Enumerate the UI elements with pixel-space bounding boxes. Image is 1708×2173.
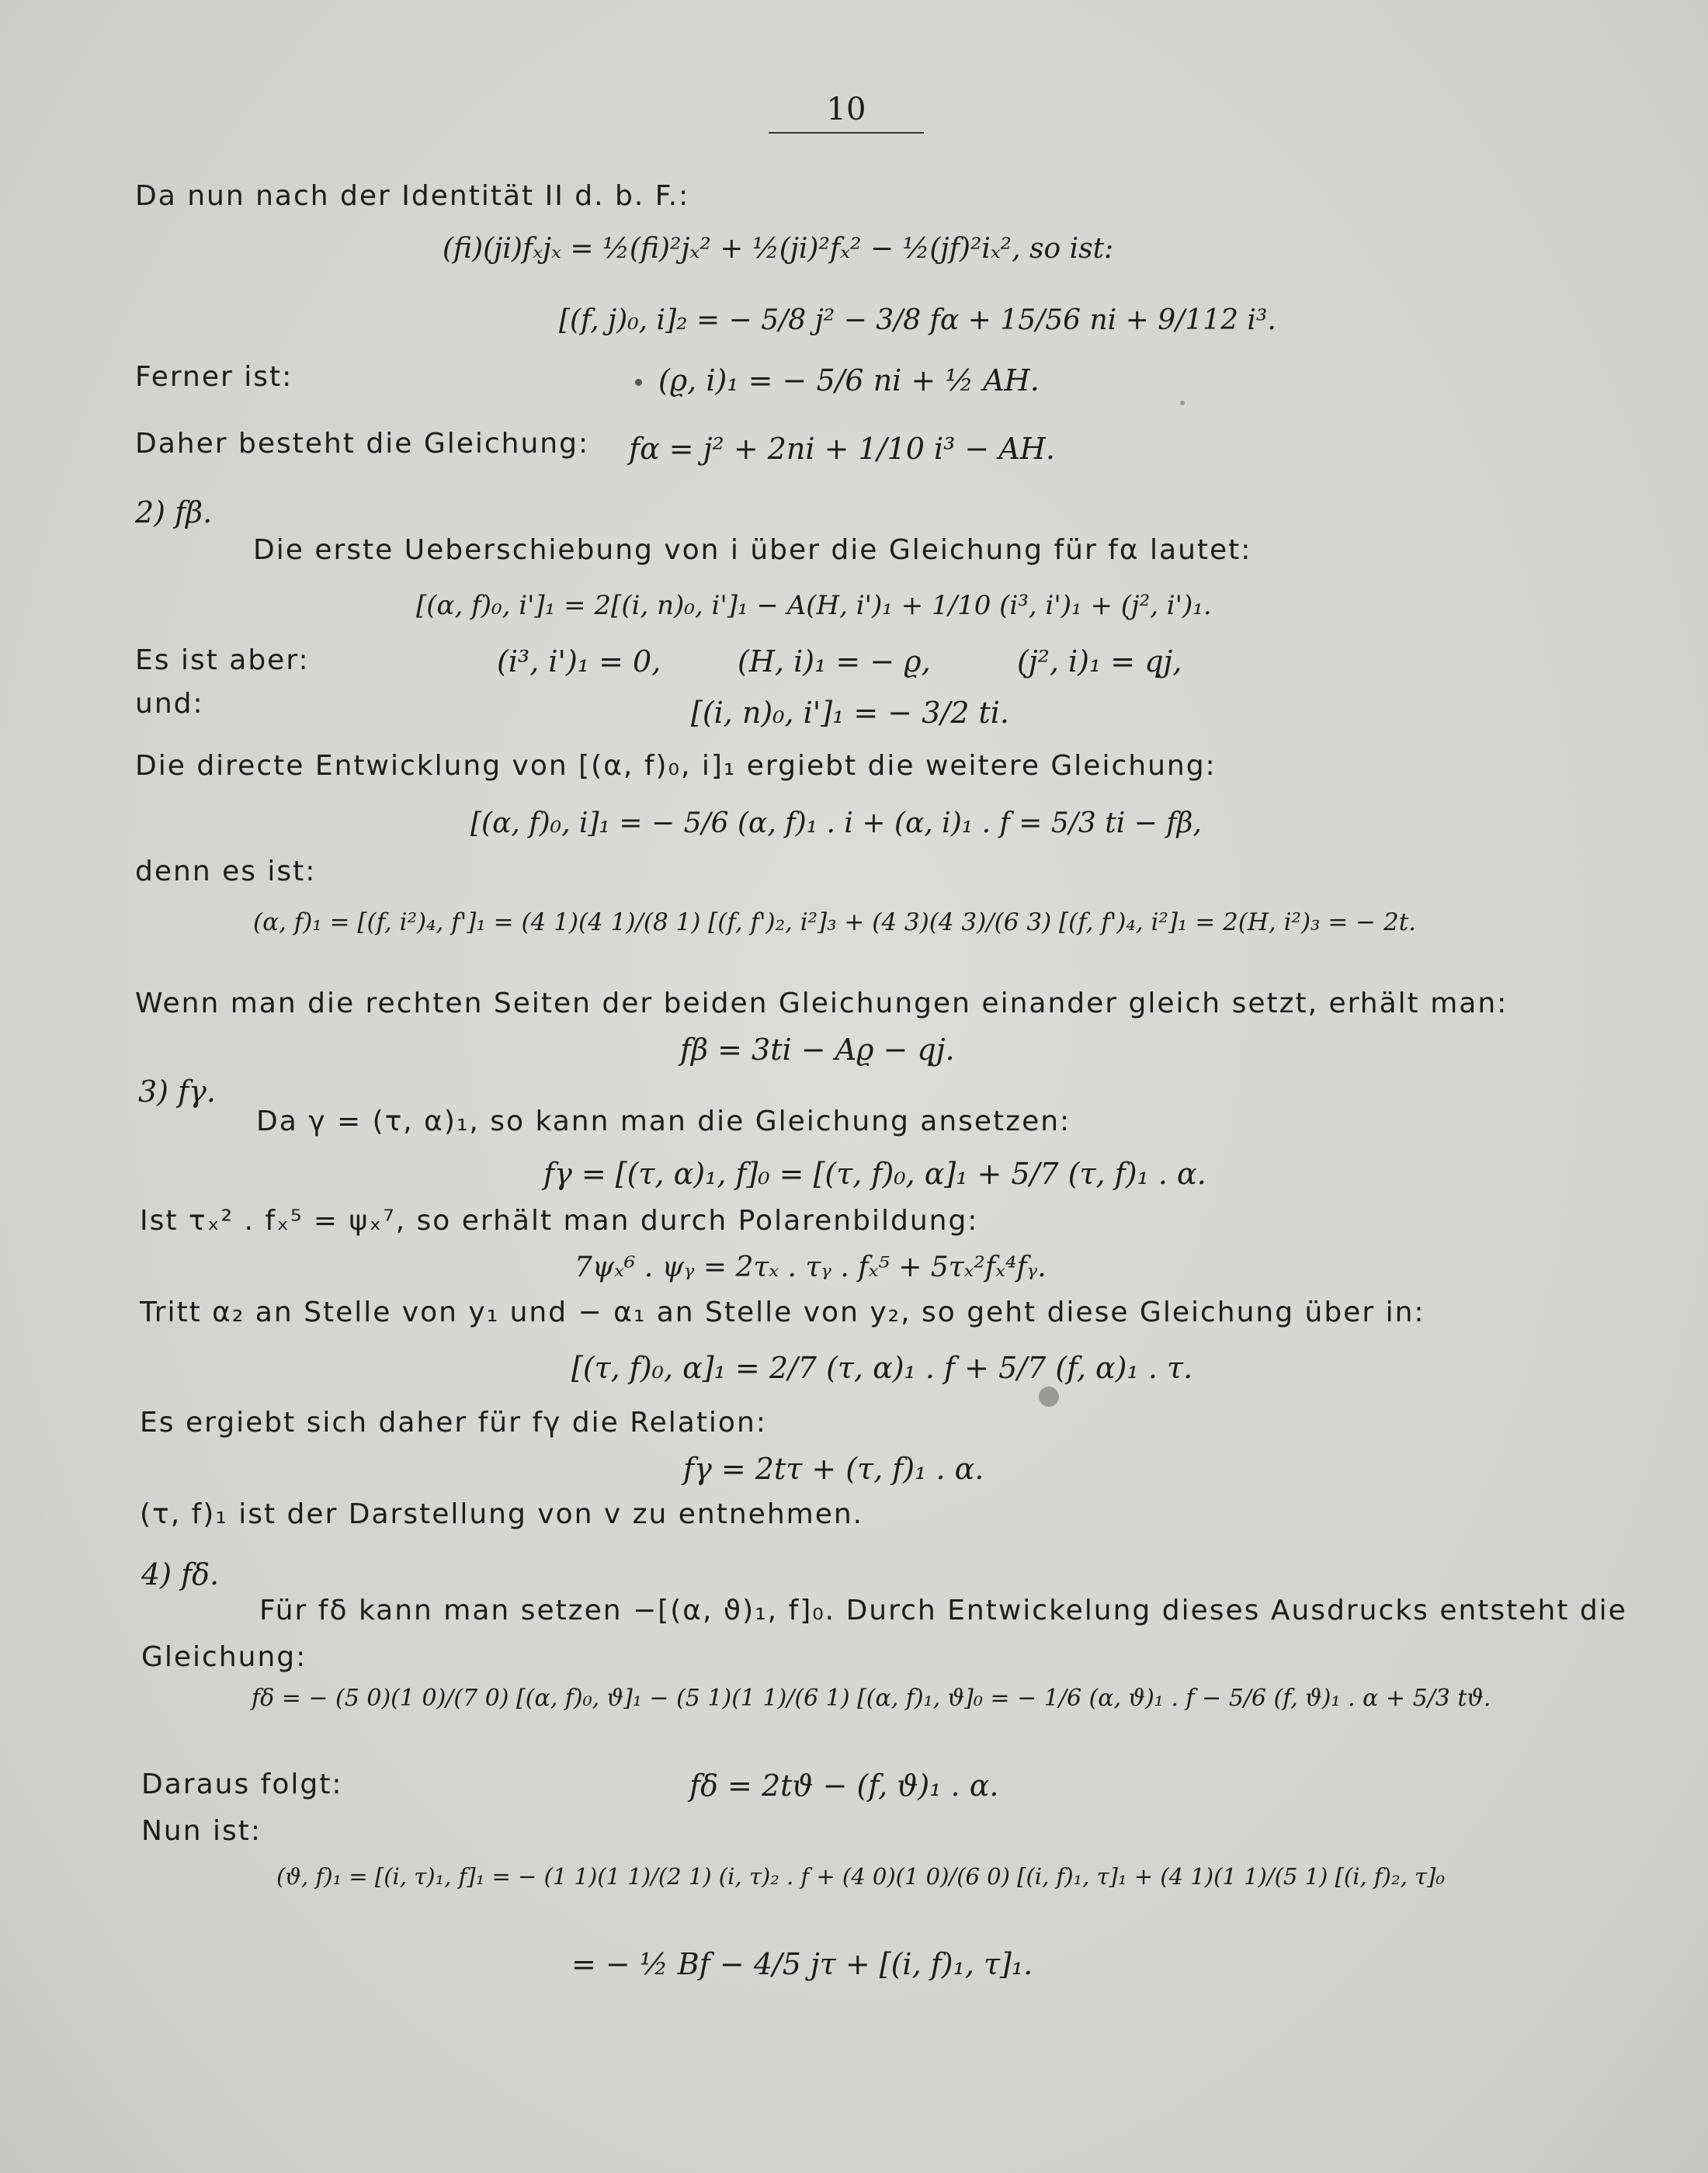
text-line: Wenn man die rechten Seiten der beiden Gleichungen einander gleich setzt, erhält man: bbox=[135, 988, 1508, 1019]
formula: fβ = 3ti − Aϱ − qj. bbox=[680, 1033, 955, 1067]
text-line: (τ, f)₁ ist der Darstellung von v zu entnehmen. bbox=[140, 1498, 864, 1530]
text-line: Ist τₓ² . fₓ⁵ = ψₓ⁷, so erhält man durch Polarenbildung: bbox=[140, 1205, 979, 1237]
text-line: Ferner ist: bbox=[135, 361, 293, 393]
formula: [(i, n)₀, i']₁ = − 3/2 ti. bbox=[691, 696, 1009, 730]
formula: (ϱ, i)₁ = − 5/6 ni + ½ AH. bbox=[658, 363, 1040, 397]
text-line: Da γ = (τ, α)₁, so kann man die Gleichung ansetzen: bbox=[256, 1106, 1071, 1137]
formula: (ϑ, f)₁ = [(i, τ)₁, f]₁ = − (1 1)(1 1)/(2 1) (i, τ)₂ . f + (4 0)(1 0)/(6 0) [(i, f)₁, τ]₁ + (4 1)(1 1)/(5 1) [(i, f)₂, τ]₀ bbox=[276, 1863, 1445, 1890]
formula: [(α, f)₀, i]₁ = − 5/6 (α, f)₁ . i + (α, i)₁ . f = 5/3 ti − fβ, bbox=[470, 807, 1202, 839]
text-line: Daraus folgt: bbox=[141, 1769, 343, 1800]
formula: = − ½ Bf − 4/5 jτ + [(i, f)₁, τ]₁. bbox=[571, 1947, 1033, 1981]
section-heading: 2) fβ. bbox=[135, 495, 213, 529]
formula: fδ = − (5 0)(1 0)/(7 0) [(α, f)₀, ϑ]₁ − (5 1)(1 1)/(6 1) [(α, f)₁, ϑ]₀ = − 1/6 (α, ϑ)₁ . f − 5/6 (f, ϑ)₁ . α + 5/3 tϑ. bbox=[252, 1685, 1491, 1712]
formula: (i³, i')₁ = 0, bbox=[497, 644, 661, 679]
text-line: Daher besteht die Gleichung: bbox=[135, 428, 590, 460]
formula: (α, f)₁ = [(f, i²)₄, f']₁ = (4 1)(4 1)/(8 1) [(f, f')₂, i²]₃ + (4 3)(4 3)/(6 3) [(f, f')₄, i²]₁ = 2(H, i²)₃ = − 2t. bbox=[253, 908, 1417, 936]
text-line: denn es ist: bbox=[135, 856, 317, 887]
text-line: Es ergiebt sich daher für fγ die Relation: bbox=[140, 1407, 767, 1439]
text-line: Die erste Ueberschiebung von i über die Gleichung für fα lautet: bbox=[253, 534, 1252, 566]
section-heading: 4) fδ. bbox=[141, 1557, 220, 1592]
formula: [(α, f)₀, i']₁ = 2[(i, n)₀, i']₁ − A(H, i')₁ + 1/10 (i³, i')₁ + (j², i')₁. bbox=[416, 590, 1212, 621]
header-rule bbox=[769, 132, 924, 134]
page-number: 10 bbox=[826, 92, 866, 127]
text-line: Tritt α₂ an Stelle von y₁ und − α₁ an Stelle von y₂, so geht diese Gleichung über in: bbox=[140, 1297, 1425, 1328]
formula: fα = j² + 2ni + 1/10 i³ − AH. bbox=[629, 432, 1055, 466]
ink-blot bbox=[1039, 1387, 1059, 1407]
formula: [(f, j)₀, i]₂ = − 5/8 j² − 3/8 fα + 15/56 ni + 9/112 i³. bbox=[559, 304, 1276, 336]
text-line: Gleichung: bbox=[141, 1641, 307, 1673]
formula: fγ = 2tτ + (τ, f)₁ . α. bbox=[683, 1452, 984, 1486]
section-heading: 3) fγ. bbox=[138, 1074, 216, 1109]
print-speck bbox=[1180, 401, 1185, 405]
print-speck bbox=[635, 379, 642, 386]
text-line: Da nun nach der Identität II d. b. F.: bbox=[135, 180, 690, 212]
formula: fγ = [(τ, α)₁, f]₀ = [(τ, f)₀, α]₁ + 5/7 (τ, f)₁ . α. bbox=[543, 1157, 1206, 1191]
text-line: und: bbox=[135, 688, 204, 720]
formula: (j², i)₁ = qj, bbox=[1017, 644, 1182, 679]
formula: [(τ, f)₀, α]₁ = 2/7 (τ, α)₁ . f + 5/7 (f, α)₁ . τ. bbox=[571, 1351, 1193, 1385]
formula: fδ = 2tϑ − (f, ϑ)₁ . α. bbox=[689, 1769, 999, 1803]
text-line: Es ist aber: bbox=[135, 644, 310, 676]
formula: 7ψₓ⁶ . ψᵧ = 2τₓ . τᵧ . fₓ⁵ + 5τₓ²fₓ⁴fᵧ. bbox=[575, 1251, 1047, 1283]
formula: (H, i)₁ = − ϱ, bbox=[738, 644, 931, 679]
text-line: Die directe Entwicklung von [(α, f)₀, i]₁ ergiebt die weitere Gleichung: bbox=[135, 750, 1217, 782]
text-line: Nun ist: bbox=[141, 1815, 262, 1847]
text-line: Für fδ kann man setzen −[(α, ϑ)₁, f]₀. Durch Entwickelung dieses Ausdrucks entsteht die bbox=[259, 1595, 1627, 1626]
formula: (fi)(ji)fₓjₓ = ½(fi)²jₓ² + ½(ji)²fₓ² − ½(jf)²iₓ², so ist: bbox=[443, 233, 1114, 265]
